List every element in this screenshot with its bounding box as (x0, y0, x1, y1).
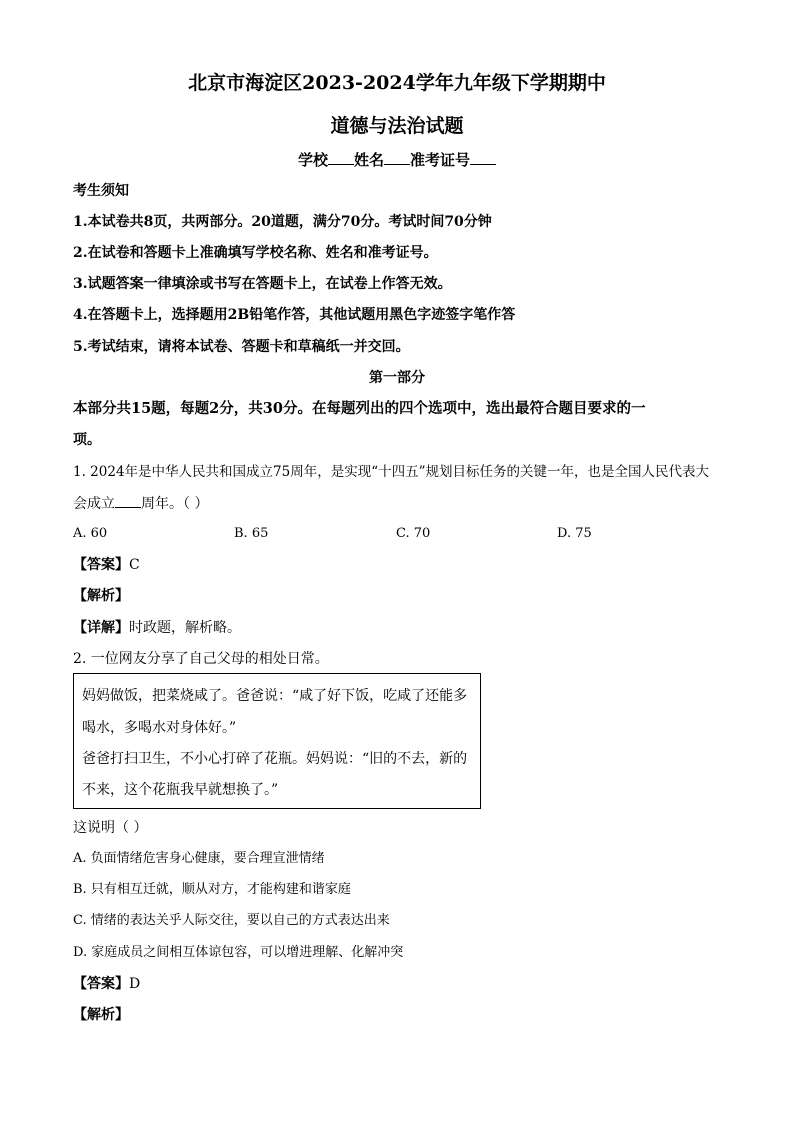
question-1-answer (73, 555, 140, 575)
detail-text: 时政题，解析略。 (129, 620, 241, 636)
notice-item: 5.考试结束，请将本试卷、答题卡和草稿纸一并交回。 (73, 339, 410, 355)
exam-subtitle: 道德与法治试题 (330, 115, 464, 137)
exam-number-blank (470, 150, 496, 165)
notice-item: 1.本试卷共8页，共两部分。20道题，满分70分。考试时间70分钟 (73, 214, 492, 230)
question-2-prompt: 这说明（ ） (73, 820, 148, 836)
part-instruction-cont: 项。 (73, 432, 101, 448)
name-label: 姓名 (353, 151, 384, 169)
answer-label: 【答案】 (73, 557, 129, 573)
question-2-option-d: D. 家庭成员之间相互体谅包容，可以增进理解、化解冲突 (73, 945, 404, 960)
notice-heading: 考生须知 (73, 183, 129, 199)
material-line: 爸爸打扫卫生，不小心打碎了花瓶。妈妈说：“旧的不去，新的 (82, 751, 468, 767)
question-2-stem: 2. 一位网友分享了自己父母的相处日常。 (73, 651, 329, 667)
question-1-stem: 1. 2024年是中华人民共和国成立75周年，是实现“十四五”规划目标任务的关键一年，也是全国人民代表大 (73, 464, 710, 480)
question-2-option-c: C. 情绪的表达关乎人际交往，要以自己的方式表达出来 (73, 913, 390, 928)
question-1-stem-cont (73, 493, 208, 514)
exam-title: 北京市海淀区2023-2024学年九年级下学期期中 (188, 72, 606, 94)
question-1-option-c: C. 70 (396, 526, 431, 541)
school-label: 学校 (297, 151, 328, 169)
answer-value: C (129, 557, 140, 573)
candidate-info-line (0, 150, 794, 170)
question-2-option-a: A. 负面情绪危害身心健康，要合理宣泄情绪 (73, 851, 325, 866)
material-line: 喝水，多喝水对身体好。” (82, 720, 237, 736)
notice-item: 3.试题答案一律填涂或书写在答题卡上，在试卷上作答无效。 (73, 276, 452, 292)
question-2-material-box (73, 673, 481, 809)
question-1-option-a: A. 60 (73, 526, 108, 541)
material-line: 不来，这个花瓶我早就想换了。” (82, 782, 279, 798)
question-1-blank (115, 493, 141, 508)
exam-number-label: 准考证号 (410, 151, 471, 169)
question-2-option-b: B. 只有相互迁就，顺从对方，才能构建和谐家庭 (73, 882, 351, 897)
detail-label: 【详解】 (73, 620, 129, 636)
notice-item: 4.在答题卡上，选择题用2B铅笔作答，其他试题用黑色字迹签字笔作答 (73, 307, 516, 323)
question-1-option-b: B. 65 (234, 526, 269, 541)
name-blank (384, 150, 410, 165)
question-1-option-d: D. 75 (557, 526, 592, 541)
school-blank (328, 150, 354, 165)
question-1-detail (73, 618, 241, 638)
answer-label: 【答案】 (73, 976, 129, 992)
question-1-analysis-label: 【解析】 (73, 588, 129, 604)
question-2-answer (73, 974, 140, 994)
question-2-analysis-label: 【解析】 (73, 1007, 129, 1023)
material-line: 妈妈做饭，把菜烧咸了。爸爸说：“咸了好下饭，吃咸了还能多 (82, 688, 468, 704)
question-1-stem-pre: 会成立 (73, 496, 115, 512)
answer-value: D (129, 976, 141, 992)
part-heading: 第一部分 (369, 370, 425, 386)
question-1-stem-post: 周年。（ ） (141, 496, 209, 512)
notice-item: 2.在试卷和答题卡上准确填写学校名称、姓名和准考证号。 (73, 245, 438, 261)
part-instruction: 本部分共15题，每题2分，共30分。在每题列出的四个选项中，选出最符合题目要求的一 (73, 400, 646, 417)
